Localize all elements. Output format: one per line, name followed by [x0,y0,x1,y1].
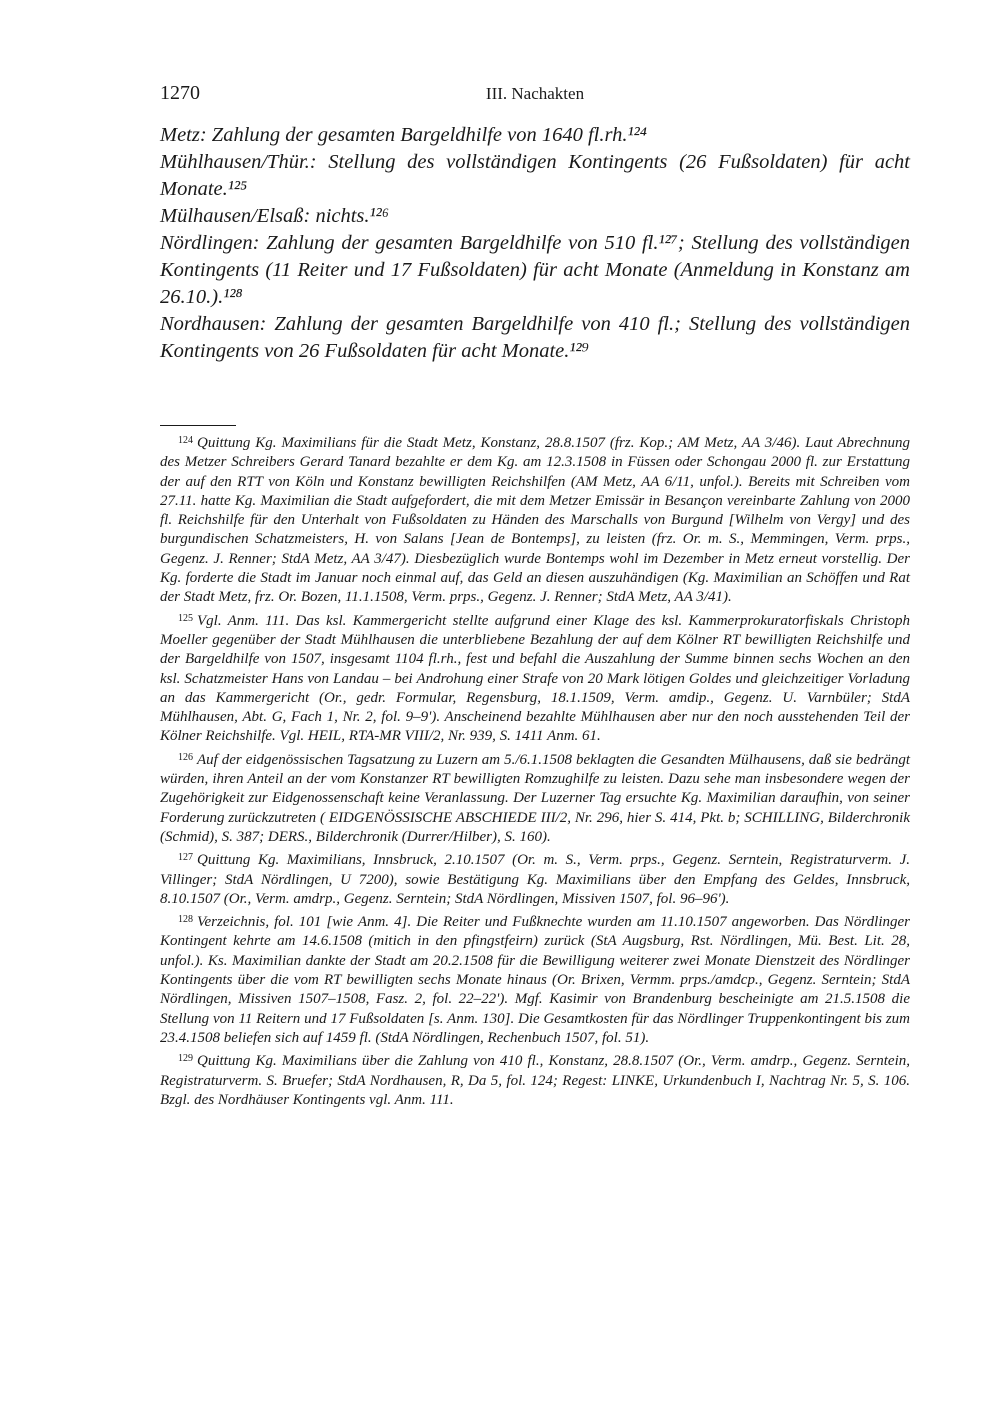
footnote-text: Verzeichnis, fol. 101 [wie Anm. 4]. Die Reiter und Fußknechte wurden am 11.10.1507 angeworben. Das Nördlinger Kontingent kehrte am 14.6.1508 (mitich in den pfingstfeirn) zurück (StA Augsburg, Rst. Nördlingen, Mü. Best. Lit. 28, unfol.). Ks. Maximilian dankte der Stadt am 20.2.1508 für die Bewilligung weiterer zwei Monate Dienstzeit des Nördlinger Kontingents über die vom RT bewilligten sechs Monate hinaus (Or. Brixen, Vermm. prps./amdcp., Gegenz. Serntein; StdA Nördlingen, Missiven 1507–1508, Fasz. 2, fol. 22–22'). Mgf. Kasimir von Brandenburg bescheinigte am 21.5.1508 die Stellung von 11 Reitern und 17 Fußsoldaten [s. Anm. 130]. Die Gesamtkosten für das Nördlinger Truppenkontingent bis zum 23.4.1508 beliefen sich auf 1459 fl. (StdA Nördlingen, Rechenbuch 1507, fol. 51). [160,914,910,1046]
footnote-127 [160,848,910,909]
footnote-number: 127 [178,852,193,864]
footnote-number: 124 [178,435,193,446]
page-number: 1270 [160,82,200,104]
footnote-126 [160,748,910,847]
entry-metz: Metz: Zahlung der gesamten Bargeldhilfe von 1640 fl.rh.¹²⁴ [160,124,647,146]
footnote-number: 128 [178,914,193,926]
section-title: III. Nachakten [485,84,585,103]
footnote-124 [160,431,910,608]
footnote-128 [160,910,910,1048]
footnote-125 [160,609,910,747]
footnote-text: Vgl. Anm. 111. Das ksl. Kammergericht stellte aufgrund einer Klage des ksl. Kammerprokuratorfiskals Christoph Moeller gegenüber der Stadt Mühlhausen die unterbliebene Bezahlung der auf dem Kölner RT bewilligten Reichshilfe und der Bargeldhilfe von 1507, insgesamt 1104 fl.rh., fest und befahl die Auszahlung der Summe binnen sechs Wochen an den ksl. Schatzmeister Hans von Landau – bei Androhung einer Strafe von 20 Mark lötigen Goldes und gleichzeitiger Vorladung an das Kammergericht (Or., gedr. Formular, Regensburg, 18.1.1509, Verm. amdip., Gegenz. U. Varnbüler; StdA Mühlhausen, Abt. G, Fach 1, Nr. 2, fol. 9–9'). Anscheinend bezahlte Mühlhausen aber nur den noch ausstehenden Teil der Kölner Reichshilfe. Vgl. HEIL, RTA-MR VIII/2, Nr. 939, S. 1411 Anm. 61. [160,612,910,745]
entry-muehlhausen-thuer: Mühlhausen/Thür.: Stellung des vollständigen Kontingents (26 Fußsoldaten) für acht Monate.¹²⁵ [160,151,910,200]
footnote-number: 126 [178,751,193,763]
footnote-129 [160,1049,910,1110]
footnote-divider [160,425,236,426]
main-text [160,122,910,365]
running-head [160,78,910,110]
footnote-text: Auf der eidgenössischen Tagsatzung zu Luzern am 5./6.1.1508 beklagten die Gesandten Mülhausens, daß sie bedrängt würden, ihren Anteil an der vom Konstanzer RT bewilligten Romzughilfe zu leisten. Dazu sehe man insbesondere wegen der Zugehörigkeit zur Eidgenossenschaft keine Veranlassung. Der Luzerner Tag ersuchte Kg. Maximilian daraufhin, von seiner Forderung zurückzutreten ( EIDGENÖSSISCHE ABSCHIEDE III/2, Nr. 296, hier S. 414, Pkt. b; SCHILLING, Bilderchronik (Schmid), S. 387; DERS., Bilderchronik (Durrer/Hilber), S. 160). [160,751,910,845]
footnote-number: 125 [178,612,193,624]
footnotes [160,431,910,1110]
footnote-text: Quittung Kg. Maximilians für die Stadt Metz, Konstanz, 28.8.1507 (frz. Kop.; AM Metz, AA 3/46). Laut Abrechnung des Metzer Schreibers Gerard Tanard bezahlte er dem Kg. am 12.3.1508 in Füssen oder Schongau 2000 fl. zur Erstattung der auf den RTT von Köln und Konstanz bewilligten Reichshilfen (AM Metz, AA 6/11, unfol.). Bereits mit Schreiben vom 27.11. hatte Kg. Maximilian die Stadt aufgefordert, die mit dem Metzer Emissär in Besançon vereinbarte Zahlung von 2000 fl. Reichshilfe für den Unterhalt von Fußsoldaten zu Händen des Marschalls von Burgund [Wilhelm von Vergy] und des burgundischen Schatzmeisters, H. von Salans [Jean de Bontemps], zu leisten (frz. Or. m. S., Memmingen, Verm. prps., Gegenz. J. Renner; StdA Metz, AA 3/47). Diesbezüglich wurde Bontemps wohl im Dezember in Metz erneut vorstellig. Der Kg. forderte die Stadt im Januar noch einmal auf, das Geld an diesen auszuhändigen (Kg. Maximilian an Schöffen und Rat der Stadt Metz, frz. Or. Bozen, 11.1.1508, Verm. prps., Gegenz. J. Renner; StdA Metz, AA 3/41). [160,435,910,606]
document-page [160,78,910,1111]
entry-noerdlingen: Nördlingen: Zahlung der gesamten Bargeldhilfe von 510 fl.¹²⁷; Stellung des vollständigen Kontingents (11 Reiter und 17 Fußsoldaten) für acht Monate (Anmeldung in Konstanz am 26.10.).¹²⁸ [160,232,910,308]
footnote-text: Quittung Kg. Maximilians, Innsbruck, 2.10.1507 (Or. m. S., Verm. prps., Gegenz. Serntein, Registraturverm. J. Villinger; StdA Nördlingen, U 7200), sowie Bestätigung Kg. Maximilians über den Empfang des Geldes, Innsbruck, 8.10.1507 (Or., Verm. amdrp., Gegenz. Serntein; StdA Nördlingen, Missiven 1507, fol. 96–96'). [160,852,910,907]
entry-nordhausen: Nordhausen: Zahlung der gesamten Bargeldhilfe von 410 fl.; Stellung des vollständigen Kontingents von 26 Fußsoldaten für acht Monate.¹²⁹ [160,313,910,362]
footnote-text: Quittung Kg. Maximilians über die Zahlung von 410 fl., Konstanz, 28.8.1507 (Or., Verm. amdrp., Gegenz. Serntein, Registraturverm. S. Bruefer; StdA Nordhausen, R, Da 5, fol. 124; Regest: LINKE, Urkundenbuch I, Nachtrag Nr. 5, S. 106. Bzgl. des Nordhäuser Kontingents vgl. Anm. 111. [160,1053,910,1108]
entry-muelhausen-elsass: Mülhausen/Elsaß: nichts.¹²⁶ [160,205,389,227]
footnote-number: 129 [178,1053,193,1065]
